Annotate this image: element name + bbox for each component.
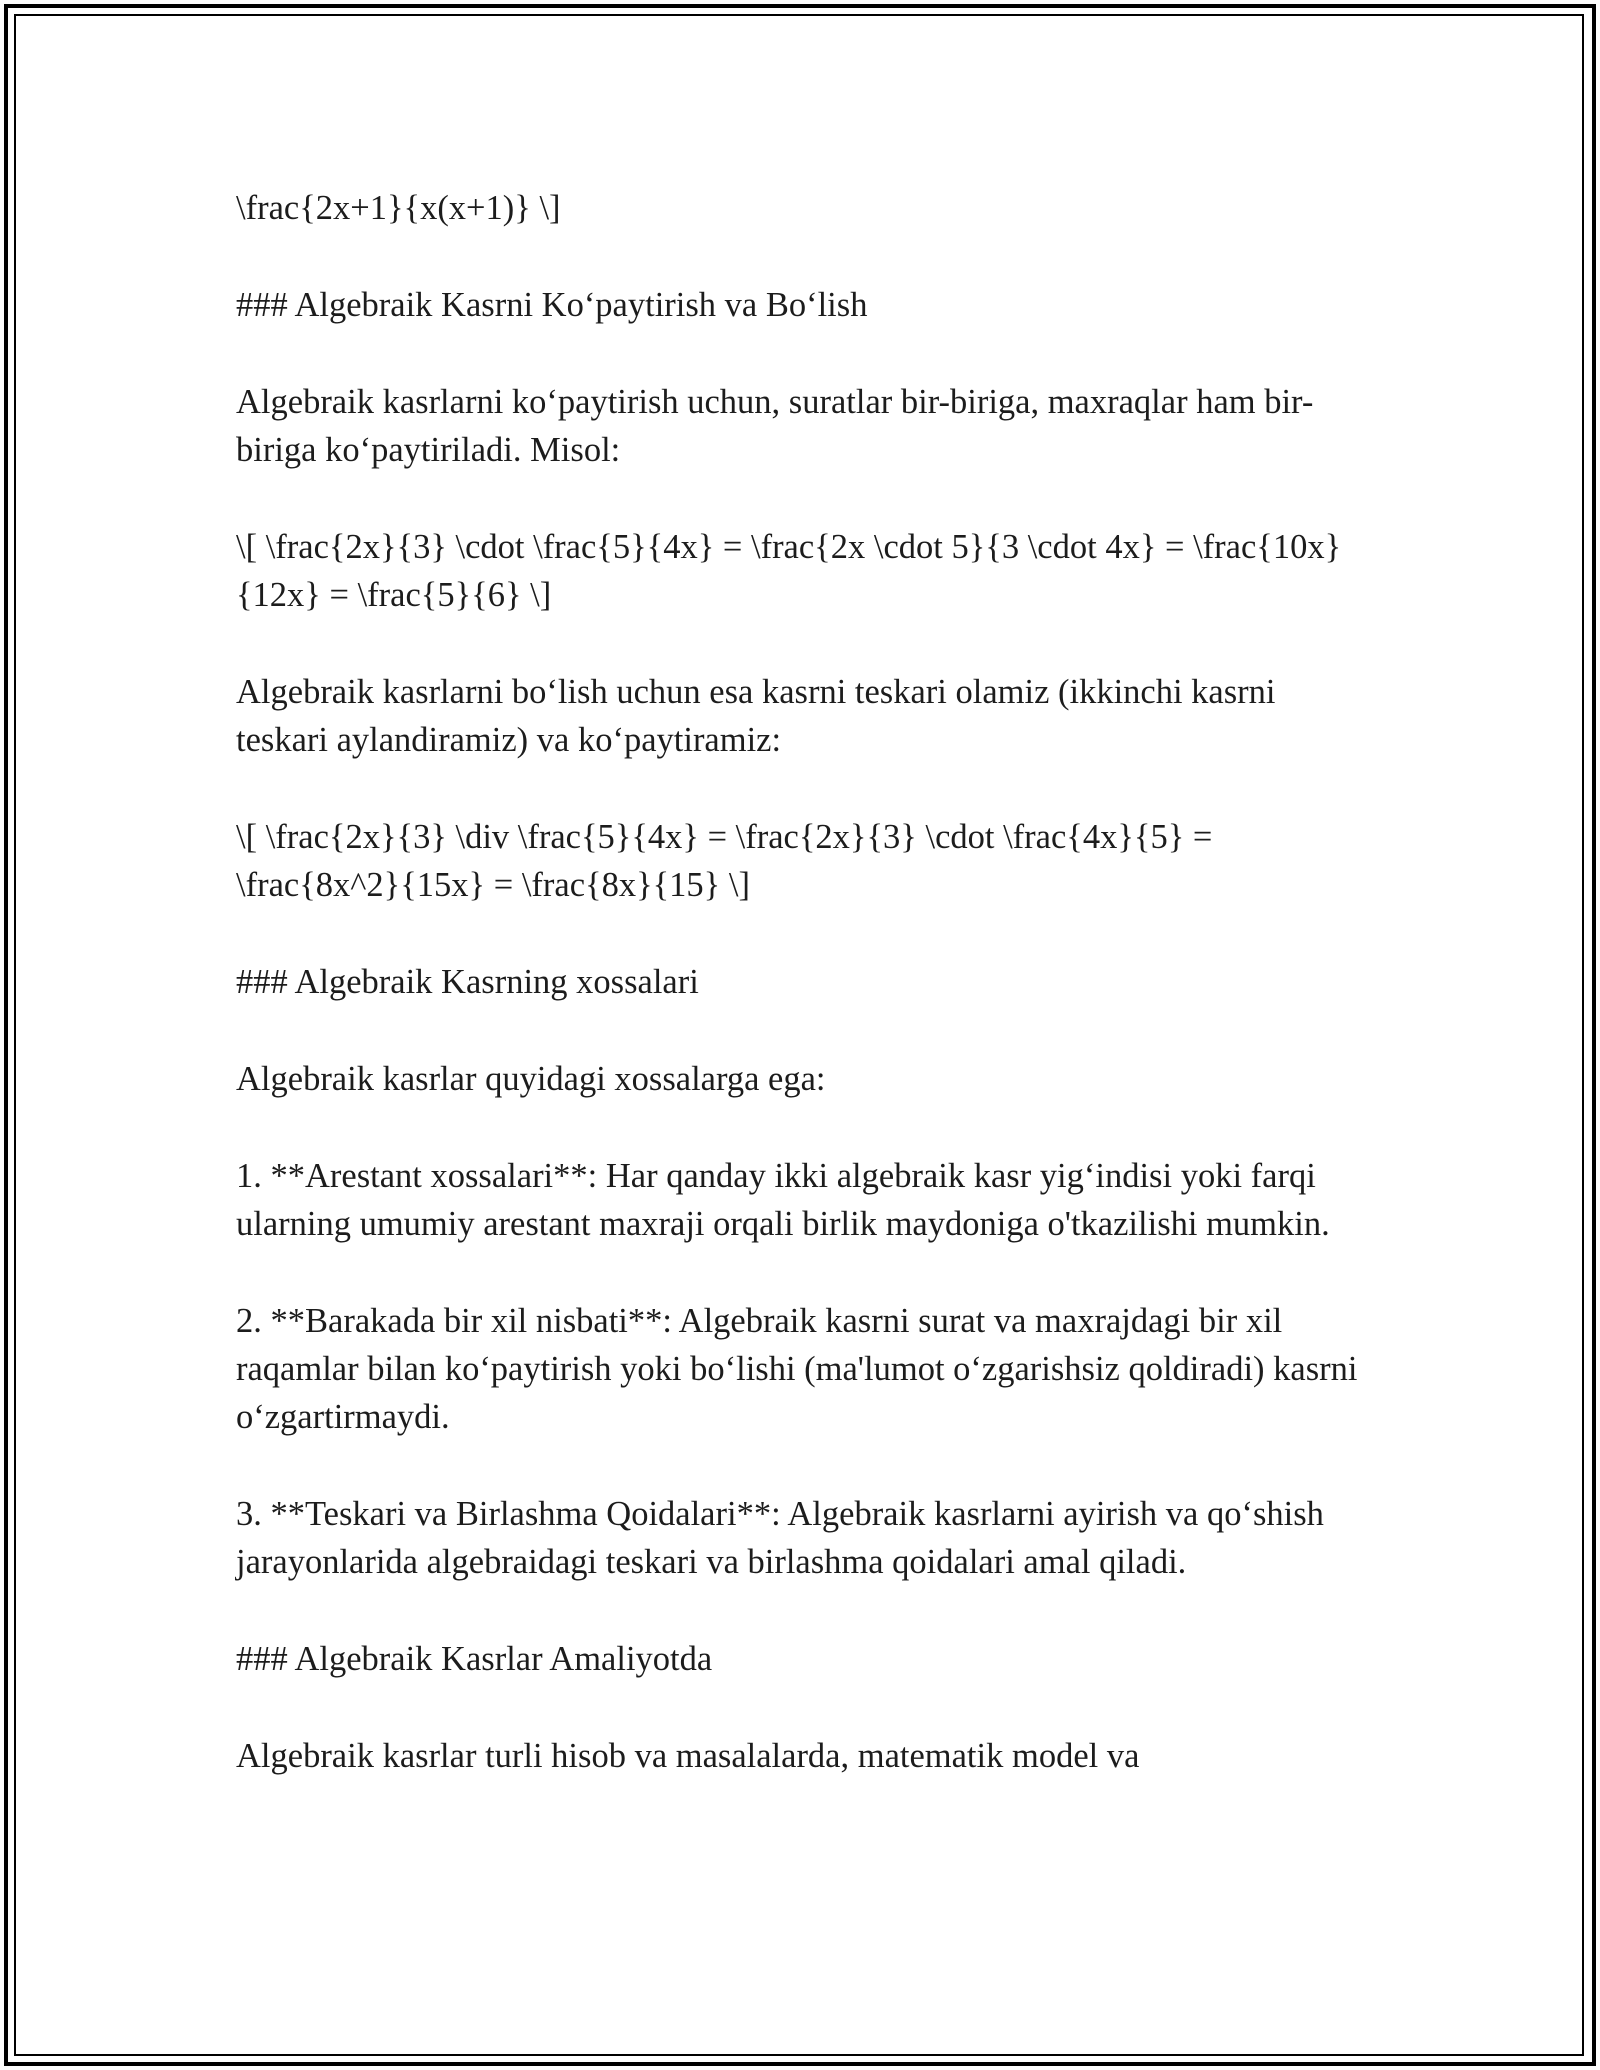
paragraph-division-rule: Algebraik kasrlarni bo‘lish uchun esa kasrni teskari olamiz (ikkinchi kasrni teskari aylandiramiz) va ko‘paytiramiz: [236,673,1276,759]
list-item-property-2: 2. **Barakada bir xil nisbati**: Algebraik kasrni surat va maxrajdagi bir xil raqamlar bilan ko‘paytirish yoki bo‘lishi (ma'lumot o‘zgarishsiz qoldiradi) kasrni o‘zgartirmaydi. [236,1302,1358,1436]
formula-fragment: \frac{2x+1}{x(x+1)} \] [236,189,561,227]
paragraph-practice: Algebraik kasrlar turli hisob va masalalarda, matematik model va [236,1737,1140,1775]
formula-division-example: \[ \frac{2x}{3} \div \frac{5}{4x} = \frac{2x}{3} \cdot \frac{4x}{5} = \frac{8x^2}{15x} = \frac{8x}{15} \] [236,818,1213,904]
paragraph-properties-intro: Algebraik kasrlar quyidagi xossalarga ega: [236,1060,826,1098]
section-heading-multiplication-division: ### Algebraik Kasrni Ko‘paytirish va Bo‘lish [236,286,868,324]
paragraph-multiplication-rule: Algebraik kasrlarni ko‘paytirish uchun, suratlar bir-biriga, maxraqlar ham bir-biriga ko‘paytiriladi. Misol: [236,383,1314,469]
list-item-property-1: 1. **Arestant xossalari**: Har qanday ikki algebraik kasr yig‘indisi yoki farqi ularning umumiy arestant maxraji orqali birlik maydoniga o'tkazilishi mumkin. [236,1157,1330,1243]
list-item-property-3: 3. **Teskari va Birlashma Qoidalari**: Algebraik kasrlarni ayirish va qo‘shish jarayonlarida algebraidagi teskari va birlashma qoidalari amal qiladi. [236,1495,1324,1581]
section-heading-practice: ### Algebraik Kasrlar Amaliyotda [236,1640,713,1678]
section-heading-properties: ### Algebraik Kasrning xossalari [236,963,699,1001]
document-body [236,184,1376,1780]
formula-multiplication-example: \[ \frac{2x}{3} \cdot \frac{5}{4x} = \frac{2x \cdot 5}{3 \cdot 4x} = \frac{10x}{12x} = \frac{5}{6} \] [236,528,1342,614]
